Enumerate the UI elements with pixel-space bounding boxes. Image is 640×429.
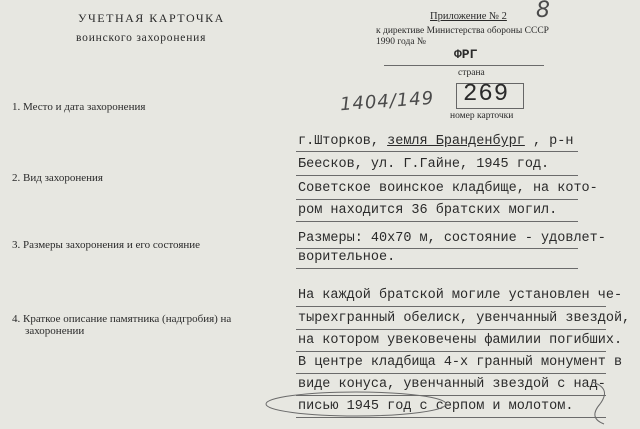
memorial-line-4: В центре кладбища 4-х гранный монумент в: [298, 355, 623, 370]
type-line-2: ром находится 36 братских могил.: [298, 203, 558, 218]
type-label: 2. Вид захоронения: [12, 172, 103, 184]
size-line-1-rule: [296, 248, 578, 249]
size-line-2-rule: [296, 268, 578, 269]
card-number: 269: [463, 81, 510, 108]
place-land: земля Бранденбург: [387, 134, 525, 149]
country-label: страна: [458, 68, 485, 78]
memorial-line-2-rule: [296, 329, 606, 330]
country-underline: [384, 65, 544, 66]
place-district: , р-н: [524, 134, 574, 149]
appendix-directive: к директиве Министерства обороны СССР: [376, 26, 549, 36]
appendix-label: Приложение № 2: [430, 11, 507, 22]
type-line-2-rule: [296, 221, 578, 222]
appendix-year: 1990 года №: [376, 37, 427, 47]
handwritten-number: 8: [536, 0, 550, 23]
card-number-label: номер карточки: [450, 111, 514, 121]
place-line-1-rule: [296, 151, 578, 152]
size-label: 3. Размеры захоронения и его состояние: [12, 239, 201, 251]
place-line-2: Беесков, ул. Г.Гайне, 1945 год.: [298, 157, 550, 172]
memorial-line-1: На каждой братской могиле установлен че-: [298, 288, 623, 303]
type-line-1-rule: [296, 199, 578, 200]
size-line-2: ворительное.: [298, 250, 396, 265]
memorial-line-4-rule: [296, 373, 606, 374]
country-value: ФРГ: [454, 47, 478, 62]
card-title: УЧЕТНАЯ КАРТОЧКА: [78, 11, 225, 25]
memorial-line-5: виде конуса, увенчанный звездой с над-: [298, 377, 606, 392]
memorial-line-5-rule: [296, 395, 606, 396]
memorial-line-3-rule: [296, 351, 606, 352]
place-city: г.Шторков,: [298, 134, 388, 149]
memorial-label: 4. Краткое описание памятника (надгробия) на: [12, 313, 232, 325]
place-line-1: [298, 134, 573, 149]
archive-stamp: 1404/149: [339, 87, 435, 116]
memorial-line-3: на котором увековечены фамилии погибших.: [298, 333, 623, 348]
card-number-box: [456, 83, 524, 109]
memorial-line-2: тырехгранный обелиск, увенчанный звездой,: [298, 311, 631, 326]
memorial-label-cont: захоронении: [25, 325, 85, 337]
size-line-1: Размеры: 40х70 м, состояние - удовлет-: [298, 231, 606, 246]
place-line-2-rule: [296, 175, 578, 176]
memorial-line-6-rule: [296, 417, 606, 418]
memorial-line-6: писью 1945 год с серпом и молотом.: [298, 399, 574, 414]
type-line-1: Советское воинское кладбище, на кото-: [298, 181, 598, 196]
card-subtitle: воинского захоронения: [76, 32, 207, 44]
memorial-line-1-rule: [296, 306, 606, 307]
place-label: 1. Место и дата захоронения: [12, 101, 146, 113]
